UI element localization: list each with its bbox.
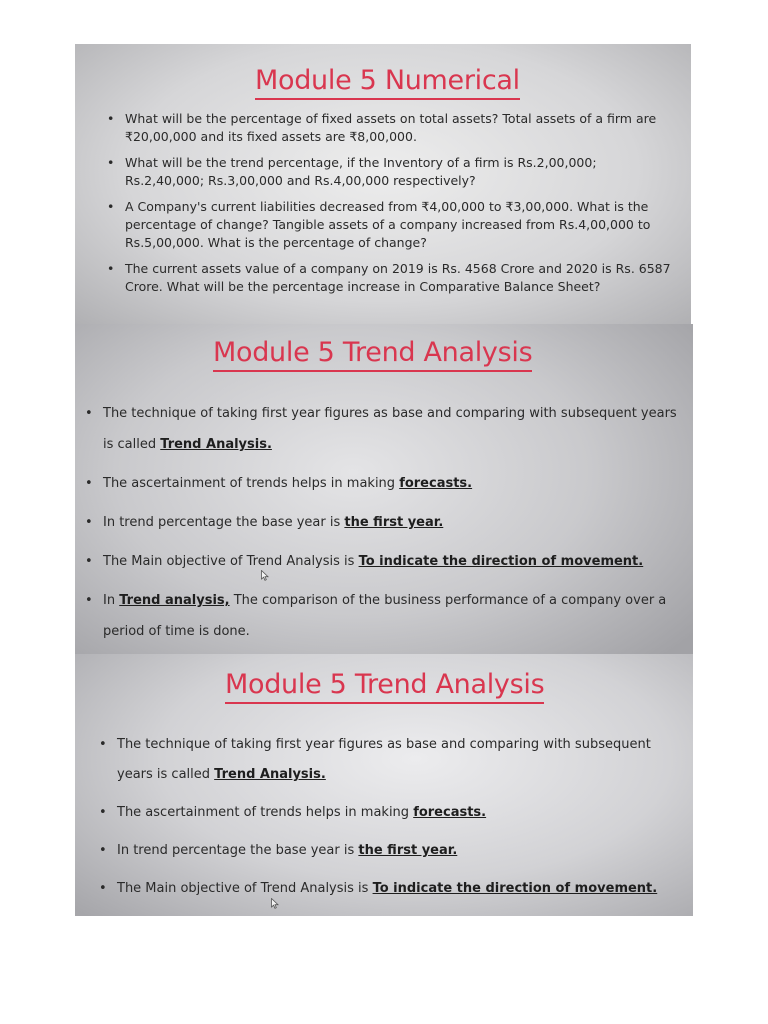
bullet-emphasis: Trend Analysis. [160,437,272,452]
bullet-item [97,836,677,866]
bullet-emphasis: To indicate the direction of movement. [358,554,644,569]
bullet-item: • A Company's current liabilities decreased from ₹4,00,000 to ₹3,00,000. What is the percentage of change? Tangible assets of a company increased from Rs.4,00,000 to Rs.5,00,000. What is the percentage of change? [105,198,675,252]
bullet-item [97,730,677,790]
bullet-emphasis: Trend Analysis. [214,767,326,782]
bullet-emphasis: forecasts. [399,476,473,491]
slide-title: Module 5 Trend Analysis [213,336,532,372]
bullet-item [83,398,683,460]
bullet-text: The technique of taking first year figures as base and comparing with subsequent years is called [103,406,677,452]
bullet-emphasis: To indicate the direction of movement. [372,881,658,896]
bullet-prefix: In [103,593,120,608]
bullet-list [83,398,683,654]
bullet-item [97,874,677,904]
bullet-item [83,585,683,647]
bullet-emphasis: Trend analysis, [119,593,230,608]
bullet-item [97,798,677,828]
bullet-text: The ascertainment of trends helps in making [117,805,414,820]
slide-title: Module 5 Numerical [255,64,520,100]
bullet-item: • What will be the trend percentage, if the Inventory of a firm is Rs.2,00,000; Rs.2,40,000; Rs.3,00,000 and Rs.4,00,000 respectively? [105,154,675,190]
bullet-text: The Main objective of Trend Analysis is [103,554,359,569]
slide-numerical [75,44,691,324]
bullet-text: In trend percentage the base year is [117,843,359,858]
bullet-text: The ascertainment of trends helps in making [103,476,400,491]
bullet-list [97,730,677,912]
slide-trend-analysis-2 [75,654,693,916]
bullet-list [105,110,675,304]
bullet-text: The technique of taking first year figures as base and comparing with subsequent years is called [117,737,651,782]
bullet-emphasis: the first year. [344,515,444,530]
bullet-item [83,468,683,499]
bullet-emphasis: forecasts. [413,805,487,820]
bullet-item [83,507,683,538]
bullet-emphasis: the first year. [358,843,458,858]
slide-title: Module 5 Trend Analysis [225,668,544,704]
bullet-text: In trend percentage the base year is [103,515,345,530]
mouse-pointer-icon [261,570,269,581]
bullet-item [83,546,683,577]
bullet-text: The comparison of the business performance of a company over a period of time is done. [103,593,667,639]
slide-trend-analysis-1 [75,324,693,654]
bullet-item: • What will be the percentage of fixed assets on total assets? Total assets of a firm are ₹20,00,000 and its fixed assets are ₹8,00,000. [105,110,675,146]
mouse-pointer-icon [271,898,279,909]
bullet-item: • The current assets value of a company on 2019 is Rs. 4568 Crore and 2020 is Rs. 6587 Crore. What will be the percentage increase in Comparative Balance Sheet? [105,260,675,296]
bullet-text: The Main objective of Trend Analysis is [117,881,373,896]
